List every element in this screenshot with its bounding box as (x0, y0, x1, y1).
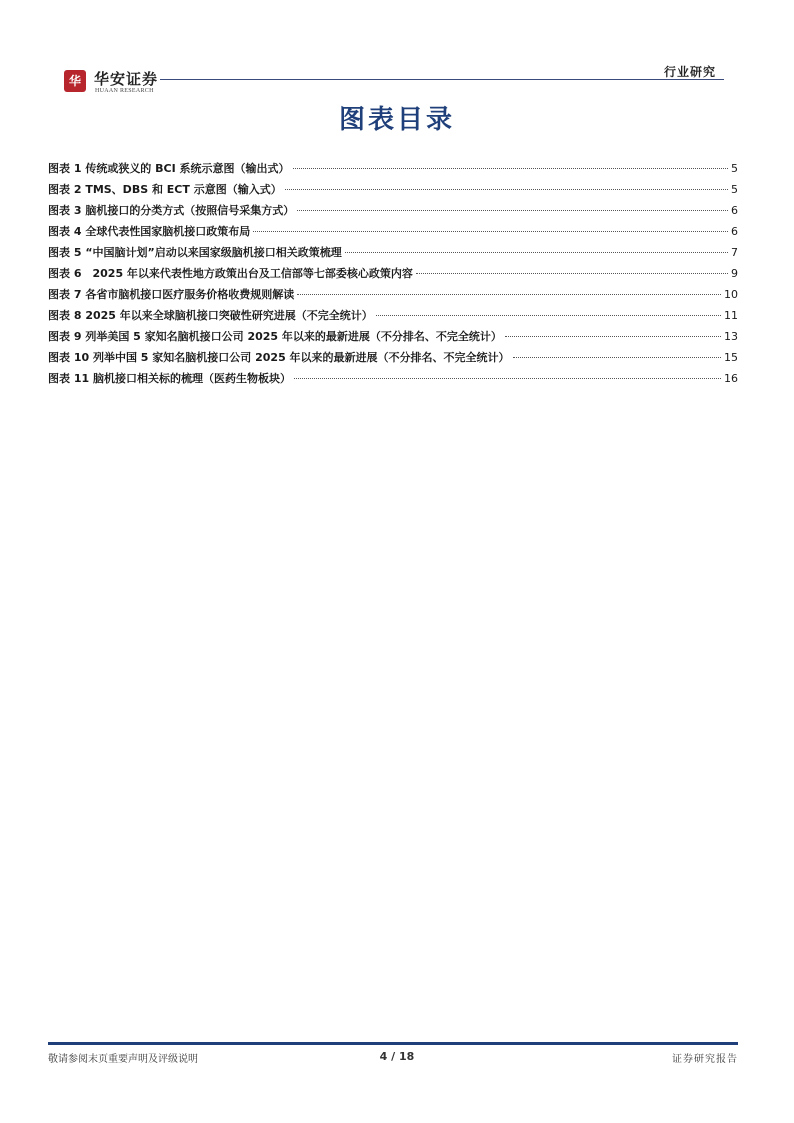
toc-entry-label: 图表 6 2025 年以来代表性地方政策出台及工信部等七部委核心政策内容 (48, 267, 413, 280)
toc-entry[interactable] (48, 286, 738, 307)
toc-entry[interactable] (48, 307, 738, 328)
page-header (0, 0, 794, 100)
toc-entry-label: 图表 9 列举美国 5 家知名脑机接口公司 2025 年以来的最新进展（不分排名、不完全统计） (48, 330, 502, 343)
company-logo-icon: 华 (64, 70, 86, 92)
toc-dot-leader (345, 252, 728, 253)
toc-entry[interactable] (48, 265, 738, 286)
toc-dot-leader (513, 357, 721, 358)
toc-entry-page: 5 (731, 162, 738, 175)
report-type: 证券研究报告 (672, 1054, 738, 1065)
toc-entry-label: 图表 1 传统或狭义的 BCI 系统示意图（输出式） (48, 162, 290, 175)
toc-entry-page: 6 (731, 225, 738, 238)
toc-entry-page: 10 (724, 288, 738, 301)
toc-entry[interactable] (48, 244, 738, 265)
toc-dot-leader (297, 210, 728, 211)
toc-entry[interactable] (48, 349, 738, 370)
toc-dot-leader (294, 378, 721, 379)
toc-entry-label: 图表 4 全球代表性国家脑机接口政策布局 (48, 225, 251, 238)
toc-entry-page: 7 (731, 246, 738, 259)
toc-entry-page: 13 (724, 330, 738, 343)
toc-entry-page: 15 (724, 351, 738, 364)
toc-entry-page: 9 (731, 267, 738, 280)
toc-entry[interactable] (48, 160, 738, 181)
toc-entry-page: 5 (731, 183, 738, 196)
toc-entry[interactable] (48, 181, 738, 202)
toc-entry-label: 图表 5 “中国脑计划”启动以来国家级脑机接口相关政策梳理 (48, 246, 342, 259)
toc-entry-label: 图表 3 脑机接口的分类方式（按照信号采集方式） (48, 204, 295, 217)
toc-entry-label: 图表 8 2025 年以来全球脑机接口突破性研究进展（不完全统计） (48, 309, 373, 322)
toc-dot-leader (297, 294, 721, 295)
section-label: 行业研究 (663, 65, 716, 79)
page-number: 4 / 18 (379, 1050, 415, 1063)
toc-entry[interactable] (48, 202, 738, 223)
company-name-cn: 华安证券 (94, 70, 159, 88)
toc-dot-leader (505, 336, 721, 337)
table-of-figures (48, 160, 738, 391)
company-name-en: HUAAN RESEARCH (95, 88, 154, 94)
toc-dot-leader (253, 231, 728, 232)
toc-entry-page: 6 (731, 204, 738, 217)
footer-rule (48, 1042, 738, 1045)
toc-entry-label: 图表 7 各省市脑机接口医疗服务价格收费规则解读 (48, 288, 295, 301)
footer-disclaimer: 敬请参阅末页重要声明及评级说明 (48, 1054, 198, 1065)
toc-entry[interactable] (48, 328, 738, 349)
toc-entry[interactable] (48, 370, 738, 391)
toc-entry[interactable] (48, 223, 738, 244)
toc-entry-label: 图表 10 列举中国 5 家知名脑机接口公司 2025 年以来的最新进展（不分排名、不完全统计） (48, 351, 510, 364)
page-title: 图表目录 (338, 105, 455, 135)
header-rule (160, 79, 724, 80)
toc-entry-label: 图表 11 脑机接口相关标的梳理（医药生物板块） (48, 372, 291, 385)
toc-dot-leader (293, 168, 728, 169)
toc-entry-label: 图表 2 TMS、DBS 和 ECT 示意图（输入式） (48, 183, 282, 196)
toc-dot-leader (376, 315, 721, 316)
toc-dot-leader (416, 273, 728, 274)
toc-dot-leader (285, 189, 728, 190)
toc-entry-page: 16 (724, 372, 738, 385)
toc-entry-page: 11 (724, 309, 738, 322)
